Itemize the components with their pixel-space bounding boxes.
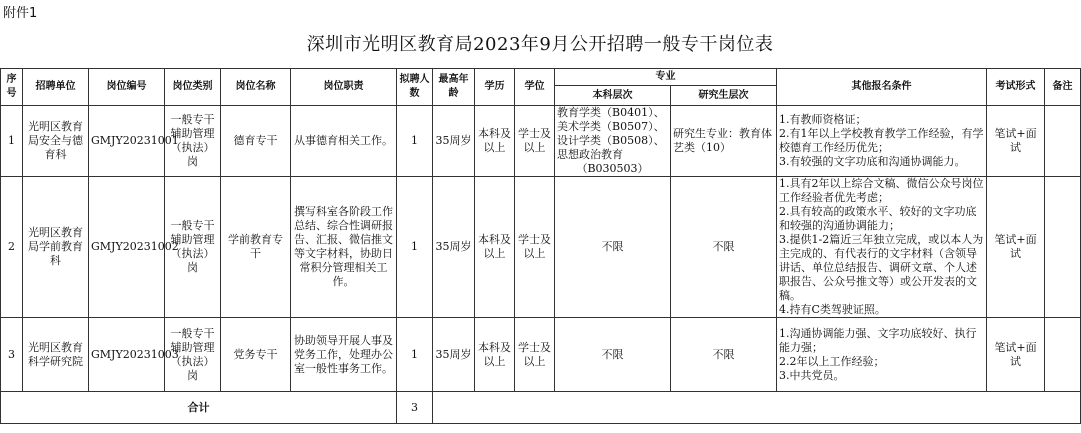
cell-undergrad: 不限 <box>555 177 671 318</box>
cell-note <box>1045 318 1081 392</box>
header-duty: 岗位职责 <box>291 69 397 106</box>
cell-edu: 本科及以上 <box>475 318 515 392</box>
cell-edu: 本科及以上 <box>475 177 515 318</box>
cell-count: 1 <box>397 106 433 177</box>
header-undergrad: 本科层次 <box>555 86 671 106</box>
condition-line: 1.有教师资格证； <box>779 113 867 126</box>
table-row <box>1 318 1081 392</box>
cell-seq: 3 <box>1 318 23 392</box>
cell-category: 一般专干辅助管理（执法）岗 <box>165 106 221 177</box>
cell-conditions <box>777 177 987 318</box>
condition-line: 3.提供1-2篇近三年独立完成，或以本人为主完成的、有代表行的文字材料（含领导讲话、单位总结报告、调研文章、个人述职报告、公众号推文等）或公开发表的文稿。 <box>779 233 984 302</box>
condition-line: 2.具有较高的政策水平、较好的文字功底和较强的沟通协调能力； <box>779 205 977 232</box>
undergrad-line: 美术学类（B0507）、 <box>557 120 665 133</box>
total-empty <box>433 392 1081 424</box>
header-count: 拟聘人数 <box>397 69 433 106</box>
undergrad-line: 教育学类（B0401）、 <box>557 106 665 119</box>
cell-duty: 协助领导开展人事及党务工作，处理办公室一般性事务工作。 <box>291 318 397 392</box>
cell-duty: 从事德育相关工作。 <box>291 106 397 177</box>
cell-seq: 2 <box>1 177 23 318</box>
cell-name: 党务专干 <box>221 318 291 392</box>
total-label: 合计 <box>1 392 397 424</box>
condition-line: 2.2年以上工作经验； <box>779 354 885 368</box>
attachment-label: 附件1 <box>3 6 38 21</box>
condition-line: 1.具有2年以上综合文稿、微信公众号岗位工作经验者优先考虑； <box>779 177 984 204</box>
cell-degree: 学士及以上 <box>515 177 555 318</box>
undergrad-line: 设计学类（B0508）、 <box>557 134 665 147</box>
condition-line: 4.持有C类驾驶证照。 <box>779 303 886 316</box>
cell-code: GMJY20231003 <box>89 318 165 392</box>
cell-code: GMJY20231001 <box>89 106 165 177</box>
header-category: 岗位类别 <box>165 69 221 106</box>
cell-grad: 不限 <box>671 177 777 318</box>
undergrad-line: （B030503） <box>576 162 649 175</box>
cell-grad: 研究生专业：教育体艺类（10） <box>671 106 777 177</box>
cell-degree: 学士及以上 <box>515 318 555 392</box>
header-unit: 招聘单位 <box>23 69 89 106</box>
cell-undergrad <box>555 106 671 177</box>
header-code: 岗位编号 <box>89 69 165 106</box>
table-row <box>1 177 1081 318</box>
condition-line: 3.有较强的文字功底和沟通协调能力。 <box>779 155 966 168</box>
header-degree: 学位 <box>515 69 555 106</box>
header-major: 专业 <box>555 69 777 86</box>
cell-exam: 笔试+面试 <box>987 106 1045 177</box>
header-grad: 研究生层次 <box>671 86 777 106</box>
cell-category: 一般专干辅助管理（执法）岗 <box>165 177 221 318</box>
header-seq: 序号 <box>1 69 23 106</box>
cell-undergrad: 不限 <box>555 318 671 392</box>
cell-name: 学前教育专干 <box>221 177 291 318</box>
cell-seq: 1 <box>1 106 23 177</box>
total-count: 3 <box>397 392 433 424</box>
header-exam: 考试形式 <box>987 69 1045 106</box>
header-edu: 学历 <box>475 69 515 106</box>
cell-conditions <box>777 106 987 177</box>
cell-age: 35周岁 <box>433 106 475 177</box>
condition-line: 2.有1年以上学校教育教学工作经验，有学校德育工作经历优先； <box>779 127 984 154</box>
cell-degree: 学士及以上 <box>515 106 555 177</box>
cell-code: GMJY20231002 <box>89 177 165 318</box>
cell-exam: 笔试+面试 <box>987 318 1045 392</box>
total-row <box>1 392 1081 424</box>
cell-edu: 本科及以上 <box>475 106 515 177</box>
cell-unit: 光明区教育局学前教育科 <box>23 177 89 318</box>
table-row <box>1 106 1081 177</box>
page-title: 深圳市光明区教育局2023年9月公开招聘一般专干岗位表 <box>306 34 774 55</box>
condition-line: 3.中共党员。 <box>779 368 845 382</box>
cell-count: 1 <box>397 177 433 318</box>
cell-grad: 不限 <box>671 318 777 392</box>
cell-unit: 光明区教育局安全与德育科 <box>23 106 89 177</box>
cell-count: 1 <box>397 318 433 392</box>
header-name: 岗位名称 <box>221 69 291 106</box>
undergrad-line: 思想政治教育 <box>557 148 623 161</box>
cell-conditions <box>777 318 987 392</box>
cell-duty: 撰写科室各阶段工作总结、综合性调研报告、汇报、微信推文等文字材料，协助日常积分管理相关工作。 <box>291 177 397 318</box>
cell-name: 德育专干 <box>221 106 291 177</box>
cell-age: 35周岁 <box>433 177 475 318</box>
header-note: 备注 <box>1045 69 1081 106</box>
cell-unit: 光明区教育科学研究院 <box>23 318 89 392</box>
condition-line: 1.沟通协调能力强、文字功底较好、执行能力强； <box>779 326 977 354</box>
recruitment-table <box>0 68 1081 424</box>
cell-exam: 笔试+面试 <box>987 177 1045 318</box>
header-conditions: 其他报名条件 <box>777 69 987 106</box>
header-age: 最高年龄 <box>433 69 475 106</box>
cell-note <box>1045 177 1081 318</box>
cell-category: 一般专干辅助管理（执法）岗 <box>165 318 221 392</box>
cell-age: 35周岁 <box>433 318 475 392</box>
cell-note <box>1045 106 1081 177</box>
